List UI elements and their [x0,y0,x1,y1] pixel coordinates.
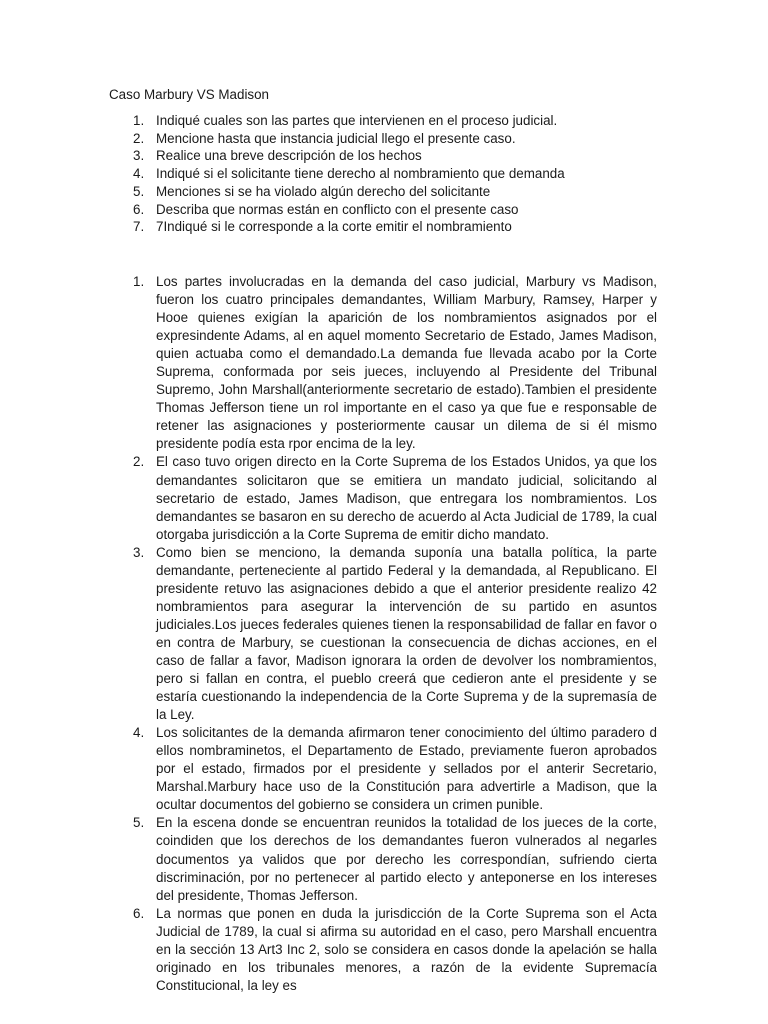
question-text: Indiqué cuales son las partes que intervienen en el proceso judicial. [156,113,558,128]
question-text: Menciones si se ha violado algún derecho del solicitante [156,183,491,199]
answer-text: Como bien se menciono, la demanda suponía una batalla política, la parte demandante, perteneciente al partido Federal y la demandada, al Republicano. El presidente retuvo las asignaciones debido a que el anterior presidente realizo 42 nombramientos para asegurar la intervención de su partido en asuntos judiciales.Los jueces federales quienes tienen la responsabilidad de fallar en favor o en contra de Marbury, se cuestionan la consecuencia de dichas acciones, en el caso de fallar a favor, Madison ignorara la orden de devolver los nombramientos, pero si fallan en contra, el pueblo creerá que cedieron ante el presidente y se estaría cuestionando la independencia de la Corte Suprema y de la supremasía de la Ley. [156,544,657,723]
question-text: Indiqué si el solicitante tiene derecho al nombramiento que demanda [156,166,565,182]
question-number: 1. [133,113,145,128]
question-item [109,183,669,201]
answers-list [109,273,657,995]
question-number: 6. [133,201,145,217]
answer-number: 4. [133,725,145,741]
answer-number: 3. [133,544,145,560]
answer-number: 2. [133,454,145,470]
questions-list [109,112,669,236]
answer-item [109,453,657,543]
answer-item [109,905,657,995]
question-text: 7Indiqué si le corresponde a la corte emitir el nombramiento [156,219,512,235]
document-title: Caso Marbury VS Madison [109,87,270,102]
answer-text: Los partes involucradas en la demanda del caso judicial, Marbury vs Madison, fueron los cuatro principales demandantes, William Marbury, Ramsey, Harper y Hooe quienes exigían la aparición de los nombramientos asignados por el expresindente Adams, al en aquel momento Secretario de Estado, James Madison, quien actuaba como el demandado.La demanda fue llevada acabo por la Corte Suprema, conformada por seis jueces, incluyendo al Presidente del Tribunal Supremo, John Marshall(anteriormente secretario de estado).Tambien el presidente Thomas Jefferson tiene un rol importante en el caso ya que fue e responsable de retener las asignaciones y posteriormente causar un dilema de si él mismo presidente podía esta rpor encima de la ley. [156,274,657,452]
question-number: 7. [133,219,145,235]
answer-text: En la escena donde se encuentran reunidos la totalidad de los jueces de la corte, coindiden que los derechos de los demandantes fueron vulnerados al negarles documentos ya validos que por derecho les correspondían, sufriendo cierta discriminación, por no pertenecer al partido electo y anteponerse en los intereses del presidente, Thomas Jefferson. [156,815,657,903]
question-text: Realice una breve descripción de los hechos [156,148,422,164]
question-item [109,165,669,183]
answer-number: 1. [133,274,145,289]
question-number: 2. [133,130,145,146]
question-number: 3. [133,148,145,164]
answer-item [109,814,657,904]
question-text: Describa que normas están en conflicto con el presente caso [156,201,519,217]
question-item [109,218,669,236]
answer-item [109,273,657,453]
question-number: 4. [133,166,145,182]
answer-text: Los solicitantes de la demanda afirmaron tener conocimiento del último paradero d ellos nombraminetos, el Departamento de Estado, previamente fueron aprobados por el estado, firmados por el presidente y sellados por el anterir Secretario, Marshal.Marbury hace uso de la Constitución para advertirle a Madison, que la ocultar documentos del gobierno se considera un crimen punible. [156,725,657,813]
question-item [109,201,669,219]
answer-number: 6. [133,905,145,921]
question-item [109,130,669,148]
question-item [109,112,669,130]
answer-text: La normas que ponen en duda la jurisdicción de la Corte Suprema son el Acta Judicial de 1789, la cual si afirma su autoridad en el caso, pero Marshall encuentra en la sección 13 Art3 Inc 2, solo se considera en casos donde la apelación se halla originado en los tribunales menores, a razón de la evidente Supremacía Constitucional, la ley es [156,905,657,993]
answer-item [109,544,657,724]
question-number: 5. [133,183,145,199]
answer-text: El caso tuvo origen directo en la Corte Suprema de los Estados Unidos, ya que los demandantes solicitaron que se emitiera un mandato judicial, solicitando al secretario de estado, James Madison, que entregara los nombramientos. Los demandantes se basaron en su derecho de acuerdo al Acta Judicial de 1789, la cual otorgaba jurisdicción a la Corte Suprema de emitir dicho mandato. [156,454,658,542]
answer-number: 5. [133,815,145,831]
question-item [109,147,669,165]
answer-item [109,724,657,814]
question-text: Mencione hasta que instancia judicial llego el presente caso. [156,130,516,146]
